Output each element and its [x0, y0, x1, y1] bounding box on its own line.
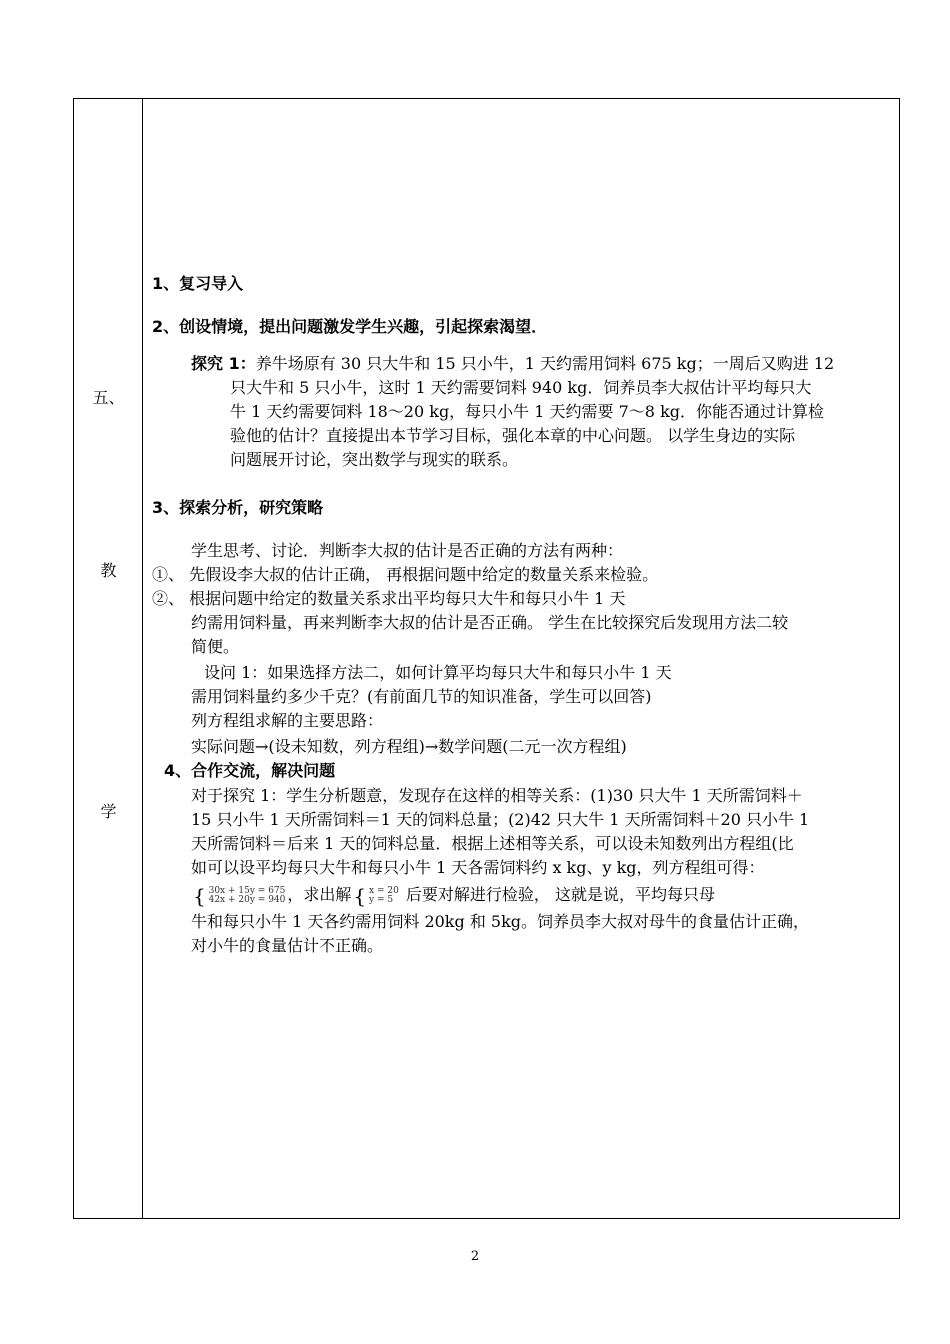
s3-line-8: 列方程组求解的主要思路：: [191, 711, 384, 730]
section-2-heading: 2、创设情境，提出问题激发学生兴趣，引起探索渴望．: [152, 317, 548, 336]
equation-mid-text: ，求出解: [287, 885, 352, 904]
side-label-teach: 教: [100, 561, 117, 580]
left-brace-icon: {: [193, 883, 206, 908]
s4-line-3: 天所需饲料＝后来 1 天的饲料总量．根据上述相等关系，可以设未知数列出方程组(比: [191, 834, 794, 853]
s3-line-9: 实际问题→(设未知数，列方程组)→数学问题(二元一次方程组): [191, 737, 627, 756]
equation-2: 42x + 20y = 940: [208, 894, 286, 905]
s4-line-1: 对于探究 1：学生分析题意，发现存在这样的相等关系：(1)30 只大牛 1 天所需饲料＋: [191, 786, 803, 805]
solution-x: x = 20: [369, 885, 399, 896]
side-label-five: 五、: [92, 388, 125, 407]
explore-1-line-2: 只大牛和 5 只小牛，这时 1 天约需要饲料 940 kg．饲养员李大叔估计平均每只大: [230, 378, 812, 397]
side-label-column: [74, 99, 143, 1218]
left-brace-icon: {: [353, 883, 367, 908]
explore-1-line-3: 牛 1 天约需要饲料 18～20 kg，每只小牛 1 天约需要 7～8 kg．你能否通过计算检: [230, 402, 825, 421]
s3-line-6: 设问 1：如果选择方法二，如何计算平均每只大牛和每只小牛 1 天: [204, 663, 672, 682]
s4-line-4: 如可以设平均每只大牛和每只小牛 1 天各需饲料约 x kg、y kg，列方程组可得：: [191, 858, 765, 877]
equation-system: [193, 883, 286, 908]
solution-y: y = 5: [369, 894, 394, 905]
section-3-heading: 3、探索分析，研究策略: [152, 498, 324, 517]
s3-line-3: ②、 根据问题中给定的数量关系求出平均每只大牛和每只小牛 1 天: [152, 589, 626, 608]
s3-line-5: 简便。: [191, 637, 240, 656]
s4-equation-line: [191, 883, 715, 907]
s3-line-2: ①、 先假设李大叔的估计正确， 再根据问题中给定的数量关系来检验。: [152, 565, 659, 584]
page-number: 2: [470, 1249, 480, 1264]
section-4-heading: 4、合作交流，解决问题: [164, 761, 336, 780]
s4-tail-line-2: 对小牛的食量估计不正确。: [191, 936, 384, 955]
content-cell: [144, 99, 899, 1218]
s3-line-1: 学生思考、讨论．判断李大叔的估计是否正确的方法有两种：: [191, 541, 624, 560]
s4-tail-line-1: 牛和每只小牛 1 天各约需用饲料 20kg 和 5kg。饲养员李大叔对母牛的食量估计正确，: [191, 912, 810, 931]
section-1-heading: 1、复习导入: [152, 274, 244, 293]
explore-1-line-5: 问题展开讨论，突出数学与现实的联系。: [230, 450, 519, 469]
s3-line-4: 约需用饲料量，再来判断李大叔的估计是否正确。 学生在比较探究后发现用方法二较: [191, 613, 789, 632]
s4-line-2: 15 只小牛 1 天所需饲料＝1 天的饲料总量；(2)42 只大牛 1 天所需饲料＋20 只小牛 1: [191, 810, 810, 829]
equation-after-text: 后要对解进行检验， 这就是说，平均每只母: [400, 885, 715, 904]
equation-solution: [353, 883, 399, 908]
explore-1-line-1: 探究 1：养牛场原有 30 只大牛和 15 只小牛，1 天约需用饲料 675 kg；一周后又购进 12: [191, 354, 835, 373]
side-label-learn: 学: [100, 802, 117, 821]
s3-line-7: 需用饲料量约多少千克？(有前面几节的知识准备，学生可以回答): [191, 687, 652, 706]
equation-1: 30x + 15y = 675: [208, 885, 286, 896]
explore-1-line-4: 验他的估计？直接提出本节学习目标，强化本章的中心问题。 以学生身边的实际: [230, 426, 796, 445]
explore-1-label: 探究 1：: [191, 354, 256, 373]
lesson-table: [73, 98, 900, 1219]
